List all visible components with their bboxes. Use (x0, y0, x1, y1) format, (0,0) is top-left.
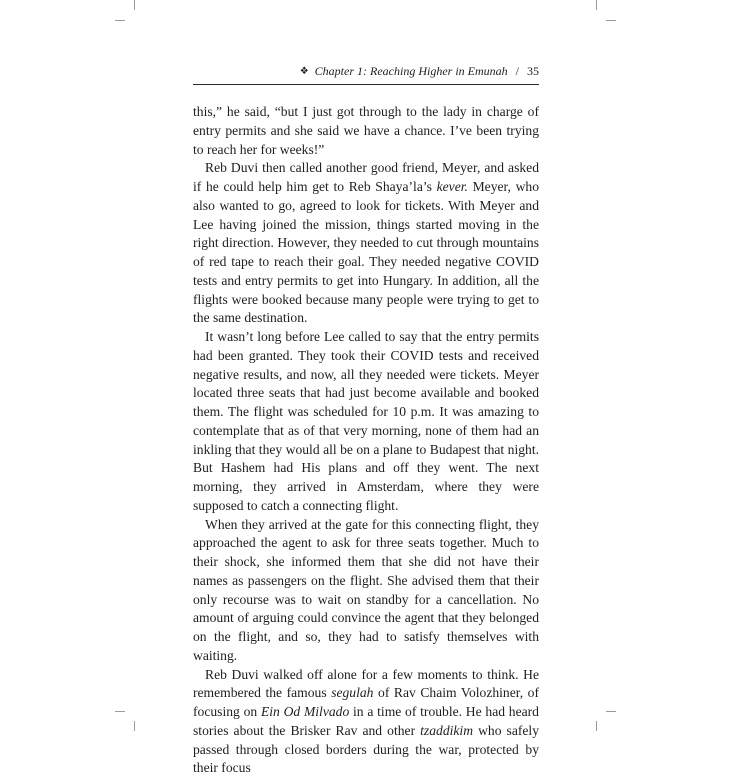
crop-mark (115, 711, 125, 712)
chapter-title: Chapter 1: Reaching Higher in Emunah (315, 64, 508, 79)
head-separator: / (516, 64, 519, 79)
crop-mark (134, 0, 135, 10)
crop-mark (606, 20, 616, 21)
paragraph (193, 159, 539, 328)
crop-mark (606, 711, 616, 712)
text-run: When they arrived at the gate for this connecting flight, they approached the agent to ask for three seats together. Much to their shock, she informed them that she did not have their names as passengers on the flight. She advised them that their only recourse was to wait on standby for a cancellation. No amount of arguing could convince the agent that they belonged on the flight, and so, they had to satisfy themselves with waiting. (193, 517, 539, 663)
text-run: Reb Duvi walked off alone for a few moments to think. He remembered the famous (193, 667, 539, 701)
italic-term: Ein Od Milvado (261, 704, 349, 719)
body-text (193, 103, 539, 778)
crop-mark (115, 20, 125, 21)
paragraph (193, 666, 539, 778)
page-number: 35 (527, 64, 539, 79)
head-rule (193, 84, 539, 85)
text-run: Meyer, who also wanted to go, agreed to look for tickets. With Meyer and Lee having joined the mission, things started moving in the right direction. However, they needed to cut through mountains of red tape to reach their goal. They needed negative COVID tests and entry permits to get into Hungary. In addition, all the flights were booked because many people were trying to get to the same destination. (193, 179, 539, 325)
crop-mark (596, 721, 597, 731)
paragraph (193, 103, 539, 159)
text-run: of Rav Chaim Volozhiner, of focusing on (193, 685, 539, 719)
text-run: Reb Duvi then called another good friend, Meyer, and asked if he could help him get to Reb Shaya’la’s (193, 160, 539, 194)
ornament-icon: ❖ (300, 66, 309, 77)
running-head (193, 59, 539, 83)
italic-term: segulah (331, 685, 373, 700)
italic-term: tzaddikim (420, 723, 473, 738)
crop-mark (596, 0, 597, 10)
paragraph (193, 328, 539, 516)
crop-mark (134, 721, 135, 731)
italic-term: kever. (437, 179, 468, 194)
text-run: who safely passed through closed borders during the war, protected by their focus (193, 723, 539, 776)
paragraph (193, 516, 539, 666)
text-run: this,” he said, “but I just got through to the lady in charge of entry permits and she said we have a chance. I’ve been trying to reach her for weeks!” (193, 104, 539, 157)
text-run: It wasn’t long before Lee called to say that the entry permits had been granted. They took their COVID tests and received negative results, and now, all they needed were tickets. Meyer located three seats that had just become available and booked them. The flight was scheduled for 10 p.m. It was amazing to contemplate that as of that very morning, none of them had an inkling that they would all be on a plane to Budapest that night. But Hashem had His plans and off they went. The next morning, they arrived in Amsterdam, where they were supposed to catch a connecting flight. (193, 329, 539, 513)
text-run: in a time of trouble. He had heard stories about the Brisker Rav and other (193, 704, 539, 738)
book-page (193, 59, 539, 778)
